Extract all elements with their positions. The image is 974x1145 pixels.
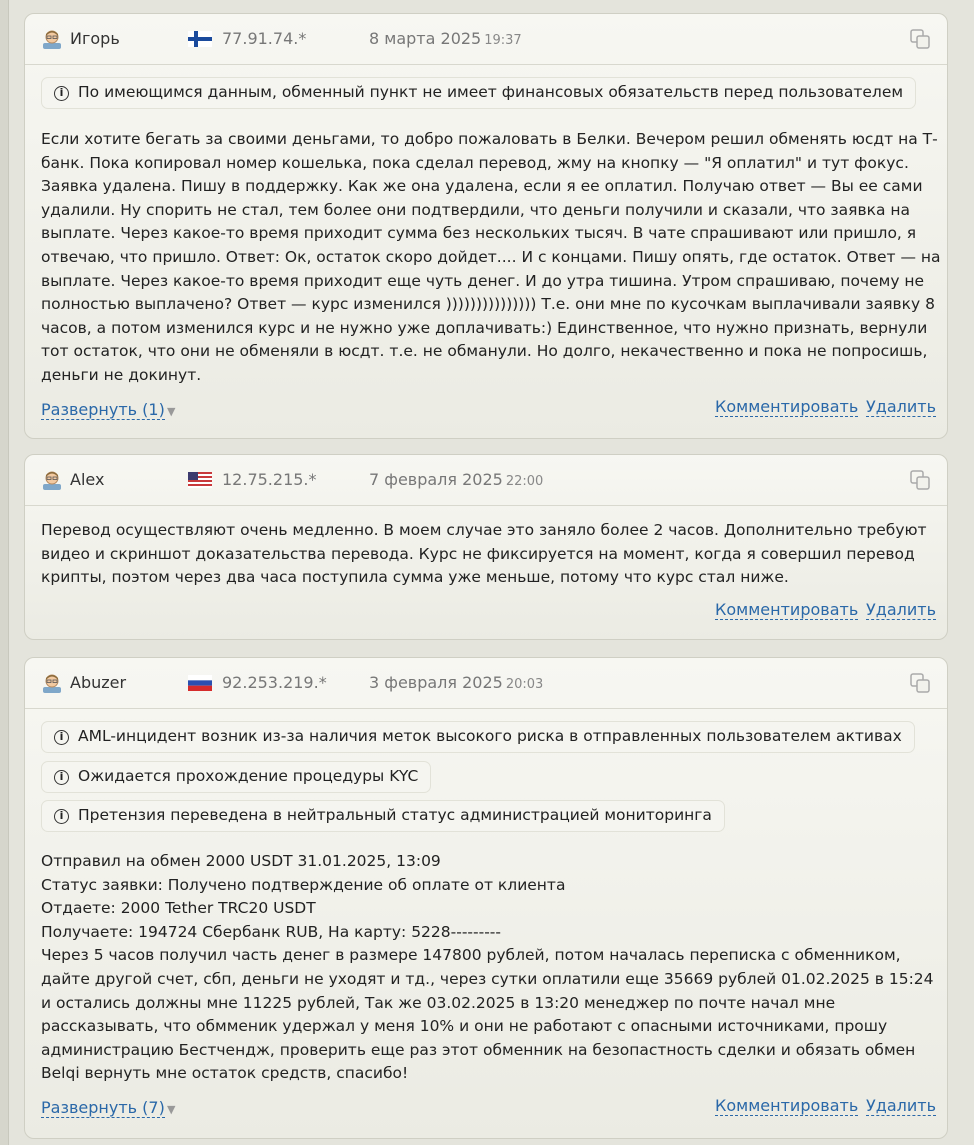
review-text-line: Отдаете: 2000 Tether TRC20 USDT	[41, 899, 316, 918]
review-text-line: Отправил на обмен 2000 USDT 31.01.2025, 13:09	[41, 852, 441, 870]
user-avatar-icon	[41, 28, 63, 50]
review-date: 8 марта 2025 19:37	[369, 29, 522, 48]
copy-link-icon[interactable]	[909, 672, 931, 694]
review-text: Перевод осуществляют очень медленно. В моем случае это заняло более 2 часов. Дополнительно требуют видео и скриншот доказательства перевода. Курс не фиксируется на момент, когда я совершил перевод крипты, поэтом через два часа поступила сумма уже меньше, потому что курс стал ниже.	[41, 521, 927, 587]
comment-button[interactable]: Комментировать	[715, 600, 859, 619]
info-icon: i	[54, 770, 69, 785]
review-text: Если хотите бегать за своими деньгами, то добро пожаловать в Белки. Вечером решил обменять юсдт на Т-банк. Пока копировал номер кошелька, пока сделал перевод, жму на кнопку — "Я оплатил" и тут фокус. Заявка удалена. Пишу в поддержку. Как же она удалена, если я ее оплатил. Получаю ответ — Вы ее сами удалили. Ну спорить не стал, тем более они подтвердили, что деньги получили и сказали, что заявка на выплате. Через какое-то время приходит сумма без нескольких тысяч. В чате спрашивают или пришло, я отвечаю, что пришло. Ответ: Ок, остаток скоро дойдет.... И с концами. Пишу опять, где остаток. Ответ — на выплате. Через какое-то время приходит еще чуть денег. И до утра тишина. Утром спрашиваю, почему не полностью выплачено? Ответ — курс изменился ))))))))))))))) Т.е. они мне по кусочкам выплачивали заявку 8 часов, а потом изменился курс и не нужно уже доплачивать:) Единственное, что нужно признать, вернули тот остаток, что они не обменяли в юсдт. т.е. не обманули. Но долго, некачественно и пока не попросишь, деньги не докинут.	[41, 130, 941, 384]
expand-button[interactable]: Развернуть (7)	[41, 1098, 165, 1117]
flag-russia-icon	[188, 675, 212, 691]
review-date: 3 февраля 2025 20:03	[369, 673, 544, 692]
review-ip: 12.75.215.*	[222, 470, 317, 489]
review-ip: 77.91.74.*	[222, 29, 307, 48]
user-avatar-icon	[41, 469, 63, 491]
user-avatar-icon	[41, 672, 63, 694]
copy-link-icon[interactable]	[909, 469, 931, 491]
review-notice: i AML-инцидент возник из-за наличия меток высокого риска в отправленных пользователем активах	[41, 721, 915, 753]
review-author[interactable]: Alex	[70, 470, 105, 489]
flag-finland-icon	[188, 31, 212, 47]
page-left-border	[0, 0, 9, 1145]
review-text-line: Получаете: 194724 Сбербанк RUB, На карту: 5228---------	[41, 922, 501, 941]
review-card	[24, 657, 948, 1139]
review-text-line: Через 5 часов получил часть денег в размере 147800 рублей, потом началась переписка с обменником, дайте другой счет, сбп, деньги не уходят и тд., через сутки оплатили еще 35669 рублей 01.02.2025 в 15:24 и остались должны мне 11225 рублей, Так же 03.02.2025 в 13:20 менеджер по почте начал мне рассказывать, что обмменик удержал у меня 10% и они не работают с опасными источниками, прошу администрацию Бестчендж, проверить еще раз этот обменник на безопастность сделки и обязать обмен Belqi вернуть мне остаток средств, спасибо!	[41, 946, 934, 1083]
review-time: 22:00	[505, 474, 544, 489]
review-time: 19:37	[484, 33, 522, 48]
review-text	[41, 850, 941, 1086]
delete-button[interactable]: Удалить	[866, 397, 936, 416]
review-notice: i Претензия переведена в нейтральный статус администрацией мониторинга	[41, 800, 725, 832]
review-card	[24, 13, 948, 439]
review-time: 20:03	[505, 677, 544, 692]
review-ip: 92.253.219.*	[222, 673, 327, 692]
review-header	[25, 658, 947, 709]
chevron-down-icon: ▼	[167, 1103, 176, 1116]
review-author[interactable]: Игорь	[70, 29, 120, 48]
expand-button[interactable]: Развернуть (1)	[41, 400, 165, 419]
info-icon: i	[54, 730, 69, 745]
flag-usa-icon	[188, 472, 212, 488]
review-card	[24, 454, 948, 640]
copy-link-icon[interactable]	[909, 28, 931, 50]
delete-button[interactable]: Удалить	[866, 1096, 936, 1115]
review-author[interactable]: Abuzer	[70, 673, 127, 692]
review-notice: i По имеющимся данным, обменный пункт не имеет финансовых обязательств перед пользователем	[41, 77, 916, 109]
review-date: 7 февраля 2025 22:00	[369, 470, 544, 489]
info-icon: i	[54, 809, 69, 824]
chevron-down-icon: ▼	[167, 405, 176, 418]
review-header	[25, 455, 947, 506]
review-header	[25, 14, 947, 65]
comment-button[interactable]: Комментировать	[715, 1096, 859, 1115]
comment-button[interactable]: Комментировать	[715, 397, 859, 416]
review-text-line: Статус заявки: Получено подтверждение об оплате от клиента	[41, 875, 566, 894]
delete-button[interactable]: Удалить	[866, 600, 936, 619]
review-notice: i Ожидается прохождение процедуры KYC	[41, 761, 431, 793]
info-icon: i	[54, 86, 69, 101]
